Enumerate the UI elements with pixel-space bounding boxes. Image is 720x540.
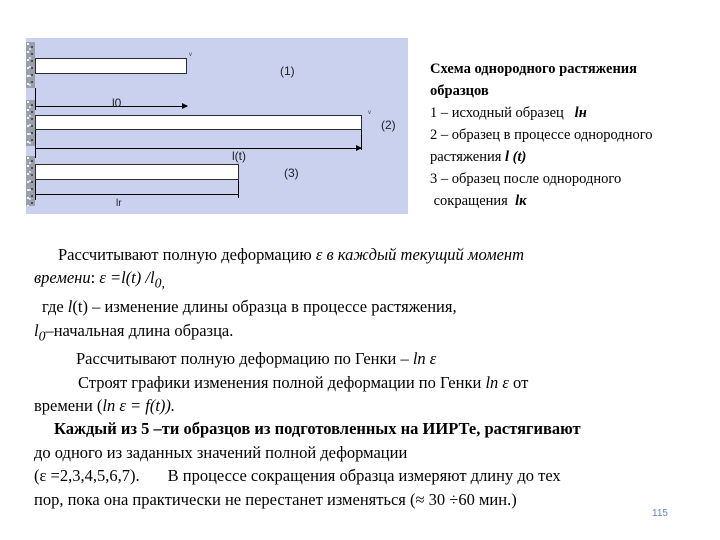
body-line-2 [34, 266, 716, 295]
body-line-10-a: (ε =2,3,4,5,6,7). [34, 466, 140, 486]
scheme-item-1 [430, 102, 720, 124]
body-line-2-a: времени [34, 268, 91, 288]
body-line-6-b: ln ε [485, 372, 509, 392]
body-line-10-b: В процессе сокращения образца измеряют длину до тех [167, 466, 561, 486]
specimen-1-bar [35, 58, 187, 74]
body-line-5-a: Рассчитывают полную деформацию по Генки – [76, 349, 413, 369]
label-lt: l(t) [232, 149, 246, 163]
body-line-1-a: Рассчитывают полную деформацию [58, 245, 316, 264]
scheme-item-3-text: сокращения [433, 193, 508, 209]
grip-specimen-1 [26, 42, 35, 88]
body-line-6-a: Строят графики изменения полной деформации по Генки [78, 372, 486, 392]
lr-tick-left [35, 180, 36, 200]
scheme-item-2-line-1: 2 – образец в процессе однородного [430, 127, 653, 143]
scheme-item-2-symbol: l (t) [505, 149, 527, 165]
specimen-3-bar [35, 164, 239, 180]
body-line-5-b: ln ε [412, 349, 437, 369]
body-line-2-c: ε =l(t) /l [99, 268, 155, 288]
label-specimen-1: (1) [280, 64, 295, 78]
label-lr: lr [116, 198, 122, 209]
tiny-mark-mid: v [368, 110, 371, 116]
body-line-7 [34, 394, 716, 417]
body-line-1-b: ε в каждый текущий момент [315, 245, 525, 264]
body-line-3-b: l [67, 297, 73, 317]
body-line-3 [36, 295, 716, 318]
tiny-mark-top: v [189, 52, 192, 58]
lr-tick-right [238, 180, 239, 198]
lt-tick-left [35, 130, 36, 158]
specimen-stretch-diagram [26, 38, 408, 214]
l0-arrow [35, 106, 187, 107]
scheme-item-3-line-2 [430, 190, 720, 212]
body-line-4-sub: 0 [38, 327, 46, 343]
page-number: 115 [652, 508, 668, 519]
label-specimen-2: (2) [381, 118, 396, 132]
body-line-11: пор, пока она практически не перестанет изменяться (≈ 30 ÷60 мин.) [34, 489, 517, 509]
body-line-4 [34, 319, 716, 348]
scheme-item-2-text: растяжения [430, 149, 506, 165]
scheme-item-3-symbol: lк [515, 193, 527, 209]
body-line-6 [36, 371, 716, 394]
body-line-2-b: : [90, 268, 100, 288]
scheme-caption [430, 58, 720, 212]
body-line-3-a: где [42, 297, 68, 317]
lt-arrow [35, 148, 361, 149]
body-line-1 [36, 243, 716, 266]
body-line-3-c: (t) – изменение длины образца в процессе растяжения, [72, 297, 457, 317]
label-specimen-3: (3) [284, 166, 299, 180]
body-line-9: до одного из заданных значений полной деформации [34, 442, 408, 462]
body-line-4-a: l [34, 320, 39, 340]
body-text [36, 243, 716, 511]
label-l0: l0 [112, 96, 122, 110]
body-line-7-a: времени ( [34, 396, 103, 416]
grip-specimen-3 [26, 156, 35, 206]
body-line-8: Каждый из 5 –ти образцов из подготовленных на ИИРТе, растягивают [54, 419, 581, 439]
scheme-item-2-line-2 [430, 146, 720, 168]
lr-line [35, 194, 239, 195]
scheme-item-1-text: 1 – исходный образец [430, 105, 564, 121]
scheme-title-line-2: образцов [430, 83, 489, 99]
scheme-item-3-line-1: 3 – образец после однородного [430, 171, 622, 187]
body-line-7-b: ln ε = f(t)). [102, 396, 176, 416]
scheme-title-line-1: Схема однородного растяжения [430, 61, 637, 77]
scheme-item-1-symbol: lн [574, 105, 587, 121]
body-line-4-b: –начальная длина образца. [45, 320, 234, 340]
grip-specimen-2 [26, 100, 35, 146]
body-line-10 [34, 464, 716, 487]
specimen-2-bar [35, 115, 362, 130]
body-line-5 [36, 347, 716, 370]
body-line-2-sub: 0, [154, 275, 165, 291]
body-line-6-c: от [508, 372, 529, 392]
